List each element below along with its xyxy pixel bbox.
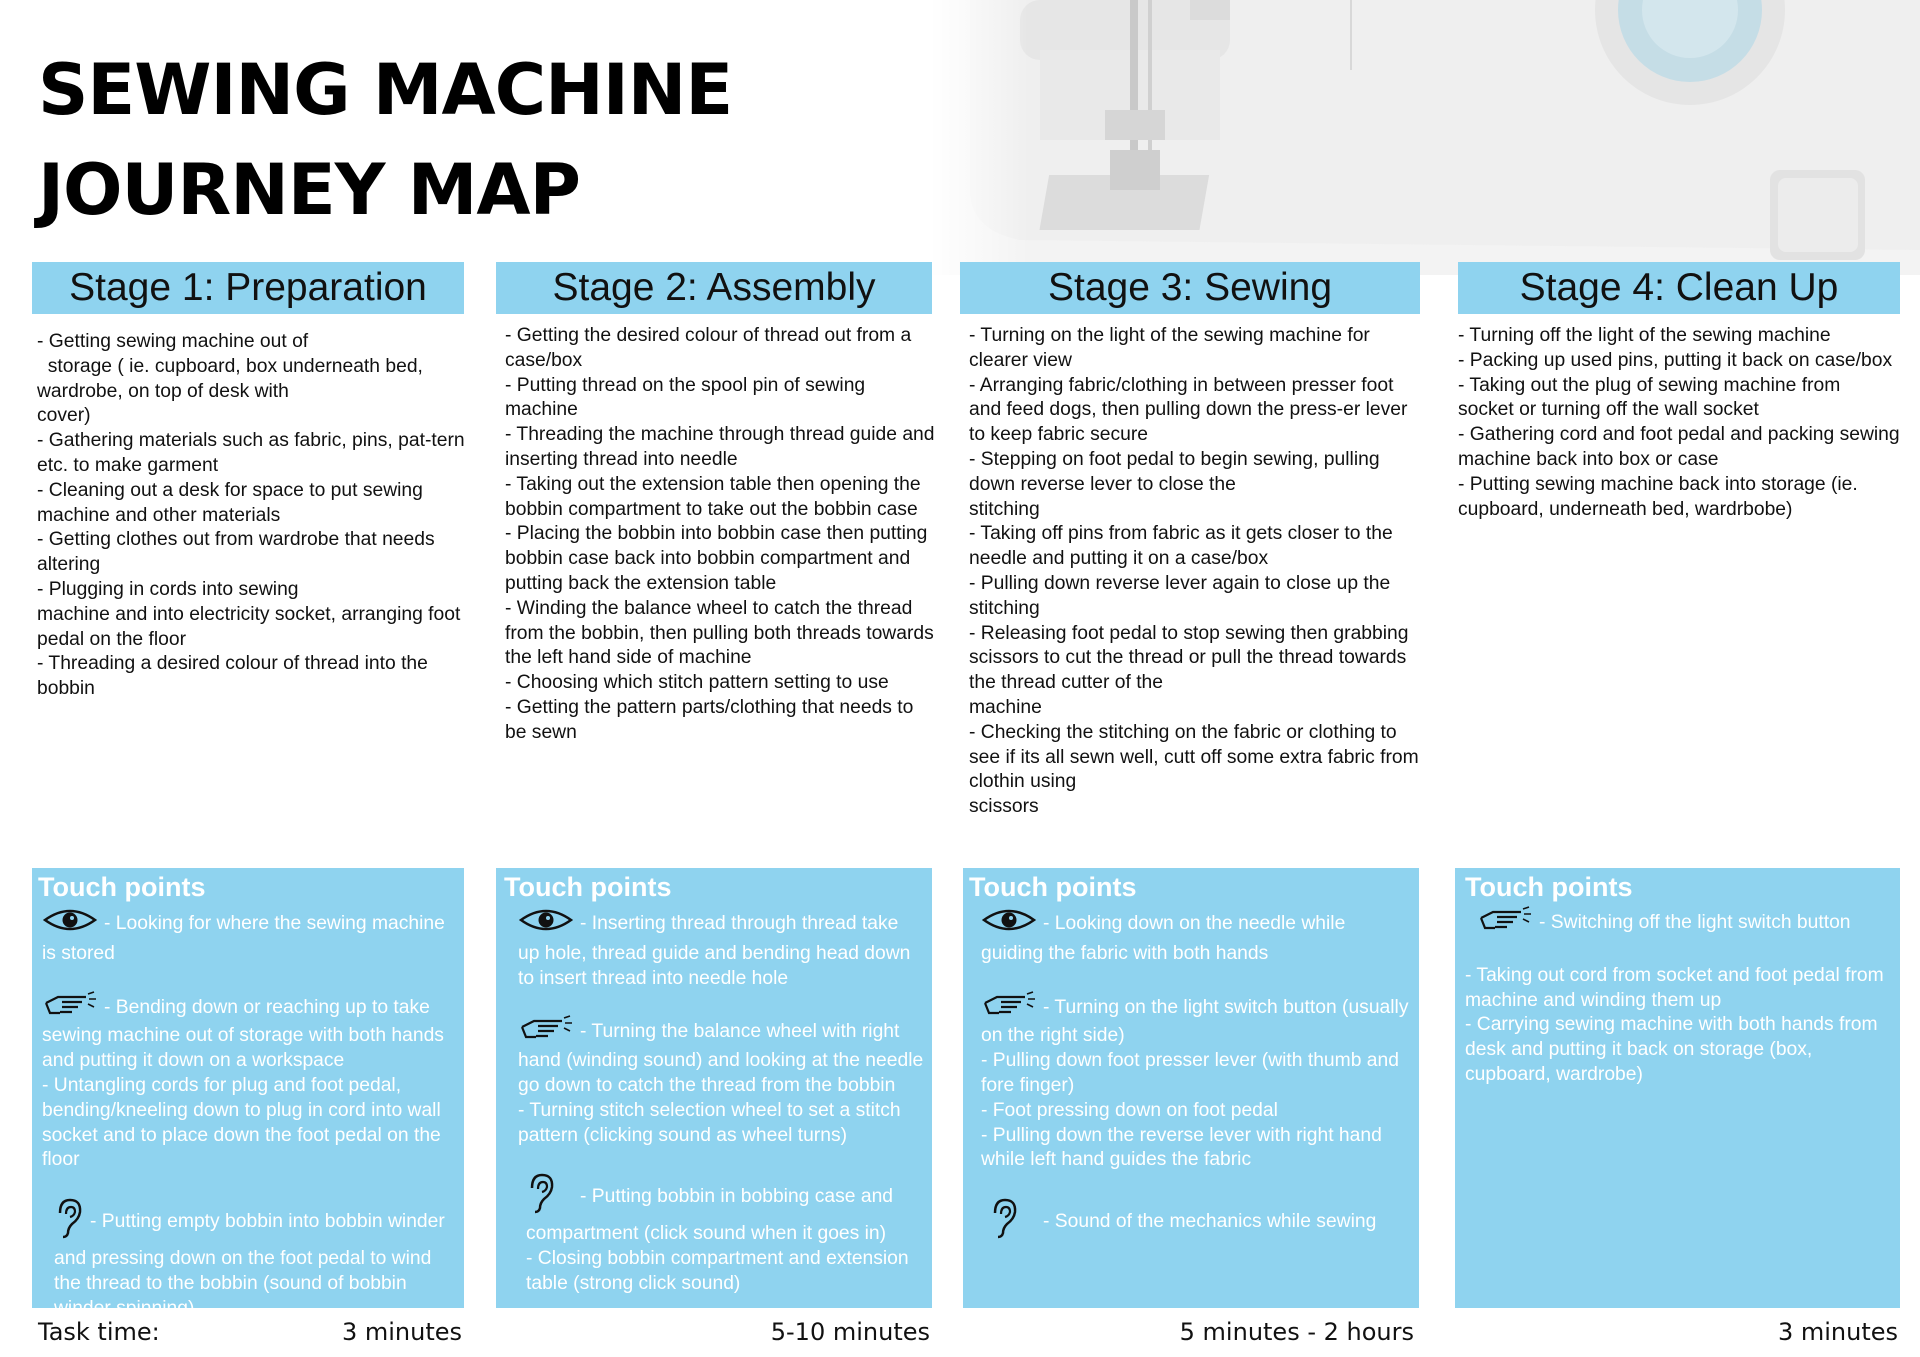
stage-2-touch-points	[496, 868, 932, 1308]
stage-2-task-time: 5-10 minutes	[770, 1318, 930, 1346]
stage-3-steps	[969, 324, 1424, 820]
stage-2-step: - Taking out the extension table then opening the bobbin compartment to take out the bobbin case	[505, 473, 926, 520]
stage-1-header: Stage 1: Preparation	[32, 262, 464, 314]
touch-points-title: Touch points	[969, 872, 1137, 902]
stage-1-step: - Cleaning out a desk for space to put sewing machine and other materials	[37, 479, 429, 526]
stage-4-task-time: 3 minutes	[1777, 1318, 1898, 1346]
eye-icon	[42, 906, 98, 942]
stage-4-steps	[1458, 324, 1905, 522]
stage-1-steps	[37, 330, 470, 702]
touch-point	[504, 906, 924, 991]
stage-4-step: - Turning off the light of the sewing machine	[1458, 325, 1831, 346]
stage-2-step: - Winding the balance wheel to catch the thread from the bobbin, then pulling both threads towards the left hand side of machine	[505, 597, 940, 669]
touch-point-text: - Putting bobbin in bobbing case and compartment (click sound when it goes in) - Closing bobbin compartment and extension table (strong click sound)	[526, 1186, 909, 1294]
stage-1-step: - Plugging in cords into sewing machine and into electricity socket, arranging foot pedal on the floor	[37, 578, 461, 650]
touch-point-text: - Switching off the light switch button	[1539, 912, 1851, 933]
touch-point-text: - Bending down or reaching up to take sewing machine out of storage with both hands and putting it down on a workspace - Untangling cords for plug and foot pedal, bending/kneeling down to plug in cord into wall socket and to place down the foot pedal on the floor	[42, 996, 444, 1171]
stage-3-step: - Taking off pins from fabric as it gets closer to the needle and putting it on a case/box	[969, 523, 1399, 570]
sewing-machine-illustration	[930, 0, 1920, 275]
stage-3-task-time: 5 minutes - 2 hours	[1179, 1318, 1414, 1346]
ear-icon	[54, 1197, 84, 1247]
touch-point	[969, 991, 1411, 1174]
stage-3-step: - Checking the stitching on the fabric or clothing to see if its all sewn well, cutt off some extra fabric from clothin using scissors	[969, 721, 1419, 818]
stage-1-task-time: 3 minutes	[341, 1318, 462, 1346]
stage-2-step: - Getting the desired colour of thread out from a case/box	[505, 325, 917, 371]
stage-3-touch-points	[963, 868, 1419, 1308]
stage-1-step: - Gathering materials such as fabric, pins, pat-tern etc. to make garment	[37, 430, 470, 476]
stage-4-step: - Gathering cord and foot pedal and packing sewing machine back into box or case	[1458, 424, 1905, 470]
stage-2-step: - Placing the bobbin into bobbin case then putting bobbin case back into bobbin compartment and putting back the extension table	[505, 523, 933, 594]
touch-point-text: - Taking out cord from socket and foot pedal from machine and winding them up - Carrying sewing machine with both hands from desk and putting it back on storage (box, cupboard, wardrobe)	[1465, 964, 1884, 1085]
touch-point	[38, 1197, 456, 1321]
stage-2-step: - Choosing which stitch pattern setting to use	[505, 672, 889, 694]
stage-2-header: Stage 2: Assembly	[496, 262, 932, 314]
task-time-label: Task time:	[38, 1318, 160, 1346]
hand-icon	[518, 1015, 574, 1049]
stage-2-step: - Getting the pattern parts/clothing that needs to be sewn	[505, 696, 919, 743]
ear-icon	[989, 1197, 1019, 1247]
touch-point	[504, 1172, 924, 1296]
touch-point-text: - Looking for where the sewing machine is stored	[42, 913, 451, 964]
stage-3-step: - Arranging fabric/clothing in between presser foot and feed dogs, then pulling down the press-er lever to keep fabric secure	[969, 374, 1413, 446]
stage-2-step: - Putting thread on the spool pin of sewing machine	[505, 374, 871, 421]
touch-point	[504, 1015, 924, 1148]
stage-1-step: - Getting clothes out from wardrobe that needs altering	[37, 529, 440, 576]
page-title	[38, 40, 732, 240]
stage-1-step: - Threading a desired colour of thread into the bobbin	[37, 653, 434, 700]
touch-point	[969, 1197, 1411, 1247]
touch-point-text: - Turning on the light switch button (usually on the right side) - Pulling down foot presser lever (with thumb and fore finger) - Foot pressing down on foot pedal - Pulling down the reverse lever with right hand while left hand guides the fabric	[981, 996, 1409, 1171]
stage-2-step: - Threading the machine through thread guide and inserting thread into needle	[505, 424, 940, 470]
hand-icon	[42, 991, 98, 1025]
title-line-1: SEWING MACHINE	[38, 49, 733, 131]
touch-point	[38, 906, 456, 967]
touch-point-text: - Putting empty bobbin into bobbin winder and pressing down on the foot pedal to wind the thread to the bobbin (sound of bobbin winder spinning)	[54, 1211, 451, 1319]
hand-icon	[981, 991, 1037, 1025]
touch-point-text: - Inserting thread through thread take up hole, thread guide and bending head down to insert thread into needle hole	[518, 913, 916, 989]
touch-point-text: - Looking down on the needle while guiding the fabric with both hands	[981, 913, 1351, 964]
touch-point-text: - Turning the balance wheel with right hand (winding sound) and looking at the needle go down to catch the thread from the bobbin - Turning stitch selection wheel to set a stitch pattern (clicking sound as wheel turns)	[518, 1021, 924, 1146]
eye-icon	[518, 906, 574, 942]
stage-3-header: Stage 3: Sewing	[960, 262, 1420, 314]
stage-1-step: - Getting sewing machine out of storage ( ie. cupboard, box underneath bed, wardrobe, on top of desk with cover)	[37, 331, 423, 427]
touch-point	[1465, 964, 1892, 1088]
stage-3-step: - Turning on the light of the sewing machine for clearer view	[969, 325, 1376, 371]
stage-3-step: - Releasing foot pedal to stop sewing then grabbing scissors to cut the thread or pull the thread towards the thread cutter of the machine	[969, 622, 1409, 718]
touch-points-title: Touch points	[38, 872, 206, 902]
touch-point	[1465, 906, 1892, 940]
touch-point	[38, 991, 456, 1174]
stage-4-header: Stage 4: Clean Up	[1458, 262, 1900, 314]
touch-point-text: - Sound of the mechanics while sewing	[1043, 1211, 1377, 1233]
stage-1-touch-points	[32, 868, 464, 1319]
stage-4-step: - Taking out the plug of sewing machine from socket or turning off the wall socket	[1458, 374, 1846, 421]
touch-points-title: Touch points	[1465, 872, 1633, 902]
touch-points-title: Touch points	[504, 872, 672, 902]
hand-icon	[1477, 906, 1533, 940]
ear-icon	[526, 1172, 556, 1222]
touch-point	[969, 906, 1411, 967]
stage-4-touch-points	[1455, 868, 1900, 1308]
stage-3-step: - Pulling down reverse lever again to close up the stitching	[969, 572, 1396, 619]
stage-4-step: - Putting sewing machine back into storage (ie. cupboard, underneath bed, wardrbobe)	[1458, 473, 1864, 520]
title-line-2: JOURNEY MAP	[38, 149, 580, 231]
stage-4-step: - Packing up used pins, putting it back on case/box	[1458, 349, 1893, 371]
stage-3-step: - Stepping on foot pedal to begin sewing, pulling down reverse lever to close the stitching	[969, 448, 1380, 520]
eye-icon	[981, 906, 1037, 942]
stage-2-steps	[505, 324, 940, 746]
